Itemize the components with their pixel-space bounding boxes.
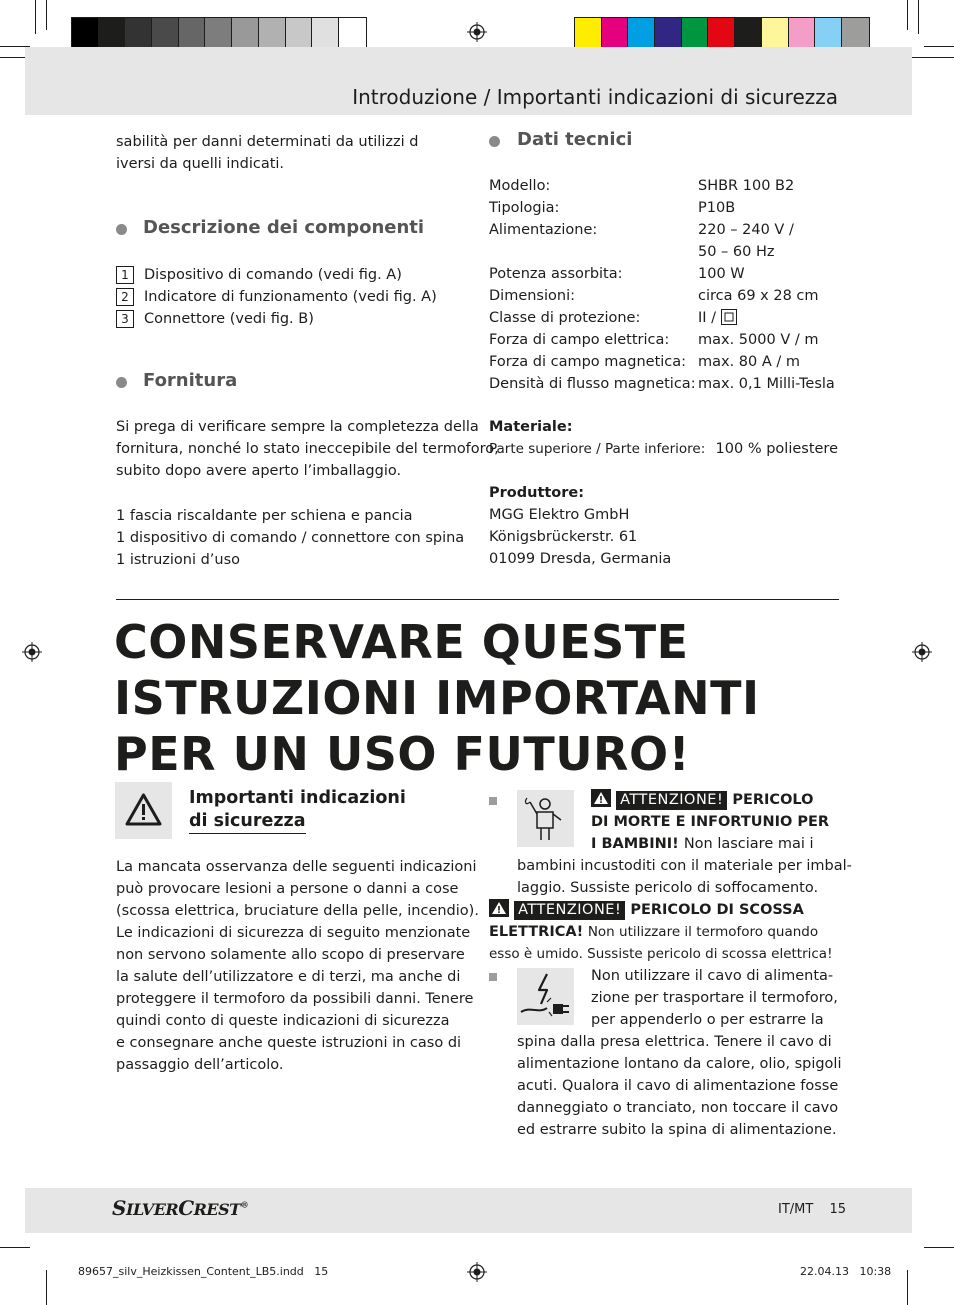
- list-item: 1 istruzioni d’uso: [116, 552, 241, 568]
- child-icon: [517, 790, 574, 847]
- spec-value: max. 5000 V / m: [698, 332, 819, 348]
- warning-text: ed estrarre subito la spina di alimentazione.: [517, 1122, 837, 1138]
- body-line: quindi conto di queste indicazioni di sicurezza: [116, 1013, 450, 1029]
- color-swatch: [72, 18, 99, 48]
- table-row: [489, 373, 835, 395]
- crop-mark: [35, 0, 36, 34]
- spec-label: Densità di flusso magnetica:: [489, 376, 696, 392]
- warning-icon-box: [115, 782, 172, 839]
- body-line: non servono solamente allo scopo di preservare: [116, 947, 465, 963]
- warning-title: PERICOLO: [732, 792, 814, 808]
- color-swatch: [312, 18, 339, 48]
- registration-mark-icon: [912, 642, 932, 662]
- color-swatch: [628, 18, 655, 48]
- color-swatch: [735, 18, 762, 48]
- warning-triangle-icon: [591, 789, 611, 807]
- spec-value: circa 69 x 28 cm: [698, 288, 819, 304]
- color-swatch: [682, 18, 709, 48]
- warning-text: zione per trasportare il termoforo,: [591, 990, 838, 1006]
- warning-text: bambini incustoditi con il materiale per imbal-: [517, 858, 852, 874]
- body-line: la salute dell’utilizzatore e di terzi, ma anche di: [116, 969, 461, 985]
- spec-value: P10B: [698, 200, 736, 216]
- warning-line: [591, 833, 841, 855]
- warning-title: I BAMBINI!: [591, 836, 679, 852]
- color-swatch: [339, 18, 366, 48]
- warning-text: spina dalla presa elettrica. Tenere il cavo di: [517, 1034, 832, 1050]
- crop-mark: [0, 1247, 30, 1248]
- keep-instructions-heading: [114, 614, 854, 782]
- spec-value: SHBR 100 B2: [698, 178, 795, 194]
- warning-text: danneggiato o tranciato, non toccare il cavo: [517, 1100, 839, 1116]
- section-bullet-icon: [116, 224, 127, 235]
- logo-text: ILVER: [125, 1200, 179, 1219]
- warning-triangle-icon: [115, 782, 172, 839]
- warning-line: [591, 789, 841, 811]
- material-value: 100 % poliestere: [715, 441, 838, 457]
- body-line: passaggio dell’articolo.: [116, 1057, 284, 1073]
- warning-child-text-cont: [517, 855, 852, 899]
- color-swatch: [575, 18, 602, 48]
- supply-heading: Fornitura: [143, 370, 238, 391]
- color-swatch: [205, 18, 232, 48]
- table-row: [489, 307, 835, 329]
- address-line: MGG Elektro GmbH: [489, 507, 630, 523]
- list-item: 1 fascia riscaldante per schiena e pancia: [116, 508, 413, 524]
- protection-class-ii-icon: [721, 309, 737, 325]
- warning-cable-text-cont: [517, 1031, 842, 1141]
- spec-label: Dimensioni:: [489, 288, 575, 304]
- component-label: Indicatore di funzionamento (vedi fig. A): [144, 289, 437, 305]
- spec-label: Modello:: [489, 178, 551, 194]
- warning-triangle-icon: [489, 899, 509, 917]
- crop-mark: [924, 46, 954, 47]
- tech-heading: Dati tecnici: [517, 129, 633, 150]
- warning-child-text: [591, 789, 841, 855]
- warning-title: ELETTRICA!: [489, 924, 584, 940]
- spec-label: [489, 241, 698, 263]
- warning-text: Non utilizzare il cavo di alimenta-: [591, 968, 834, 984]
- color-swatch: [842, 18, 869, 48]
- cable-warning-pictogram: [517, 968, 574, 1025]
- spec-label: Potenza assorbita:: [489, 266, 623, 282]
- warning-text: laggio. Sussiste pericolo di soffocamento.: [517, 880, 819, 896]
- intro-text: [116, 131, 418, 175]
- spec-value: max. 0,1 Milli-Tesla: [698, 376, 835, 392]
- body-line: e consegnare anche queste istruzioni in caso di: [116, 1035, 462, 1051]
- color-swatch: [179, 18, 206, 48]
- warning-text: esso è umido. Sussiste pericolo di scossa elettrica!: [489, 946, 833, 962]
- producer-address: [489, 504, 671, 570]
- color-swatch: [259, 18, 286, 48]
- logo-text: REST: [193, 1200, 241, 1219]
- crop-mark: [907, 1270, 908, 1305]
- table-row: [489, 175, 835, 197]
- supply-line: Si prega di verificare sempre la completezza della: [116, 419, 479, 435]
- table-row: [489, 241, 835, 263]
- component-number: 2: [116, 288, 134, 306]
- supply-line: fornitura, nonché lo stato ineccepibile del termoforo,: [116, 441, 499, 457]
- spec-label: Tipologia:: [489, 200, 560, 216]
- table-row: [489, 263, 835, 285]
- table-row: [489, 351, 835, 373]
- list-item: [116, 286, 456, 308]
- component-label: Connettore (vedi fig. B): [144, 311, 314, 327]
- heading-line: PER UN USO FUTURO!: [114, 727, 691, 781]
- warning-text: Non utilizzare il termoforo quando: [587, 924, 819, 940]
- grayscale-color-bar: [71, 17, 367, 49]
- material-label: Parte superiore / Parte inferiore:: [489, 441, 706, 457]
- component-label: Dispositivo di comando (vedi fig. A): [144, 267, 402, 283]
- warning-line: [489, 921, 833, 943]
- safety-body: [116, 856, 479, 1076]
- color-swatch: [286, 18, 313, 48]
- body-line: (scossa elettrica, bruciature della pelle, incendio).: [116, 903, 479, 919]
- table-row: [489, 285, 835, 307]
- producer-heading: Produttore:: [489, 485, 585, 501]
- page-title: Introduzione / Importanti indicazioni di sicurezza: [352, 85, 838, 109]
- color-swatch: [708, 18, 735, 48]
- language-code: IT/MT: [778, 1202, 814, 1217]
- attention-badge: ATTENZIONE!: [616, 791, 727, 810]
- supply-line: subito dopo avere aperto l’imballaggio.: [116, 463, 402, 479]
- warning-text: acuti. Qualora il cavo di alimentazione fosse: [517, 1078, 839, 1094]
- crop-mark: [909, 57, 954, 58]
- warning-text: Non lasciare mai i: [683, 836, 814, 852]
- spec-value: [698, 307, 737, 329]
- color-swatch: [152, 18, 179, 48]
- color-swatch: [762, 18, 789, 48]
- child-warning-pictogram: [517, 790, 574, 847]
- heading-line: ISTRUZIONI IMPORTANTI: [114, 671, 760, 725]
- crop-mark: [918, 0, 919, 34]
- spec-value: 100 W: [698, 266, 745, 282]
- spec-table: [489, 175, 835, 395]
- color-swatch: [789, 18, 816, 48]
- components-heading: Descrizione dei componenti: [143, 217, 425, 238]
- square-bullet-icon: [489, 797, 497, 805]
- components-list: [116, 264, 456, 330]
- registration-mark-icon: [467, 1262, 487, 1282]
- spec-value-text: II /: [698, 310, 721, 326]
- warning-text: per appenderlo o per estrarre la: [591, 1012, 824, 1028]
- color-swatch: [815, 18, 842, 48]
- material-row: [489, 438, 838, 460]
- section-bullet-icon: [116, 377, 127, 388]
- registration-mark-icon: [22, 642, 42, 662]
- process-color-bar: [574, 17, 870, 49]
- component-number: 3: [116, 310, 134, 328]
- table-row: [489, 219, 835, 241]
- spec-value: max. 80 A / m: [698, 354, 801, 370]
- cable-shock-icon: [517, 968, 574, 1025]
- material-heading: Materiale:: [489, 419, 573, 435]
- intro-line: sabilità per danni determinati da utilizzi d: [116, 134, 419, 150]
- logo-text: C: [178, 1196, 194, 1220]
- list-item: 1 dispositivo di comando / connettore con spina: [116, 530, 465, 546]
- supply-items: [116, 505, 464, 571]
- crop-mark: [924, 1247, 954, 1248]
- square-bullet-icon: [489, 973, 497, 981]
- slug-date: 22.04.13 10:38: [800, 1265, 892, 1278]
- body-line: può provocare lesioni a persone o danni a cose: [116, 881, 459, 897]
- registered-mark: ®: [240, 1199, 249, 1210]
- body-line: La mancata osservanza delle seguenti indicazioni: [116, 859, 477, 875]
- spec-label: Forza di campo elettrica:: [489, 332, 670, 348]
- table-row: [489, 197, 835, 219]
- spec-value: 220 – 240 V /: [698, 222, 794, 238]
- color-swatch: [99, 18, 126, 48]
- warning-line: [489, 899, 833, 921]
- warning-title: PERICOLO DI SCOSSA: [630, 902, 804, 918]
- warning-text: alimentazione lontano da calore, olio, spigoli: [517, 1056, 842, 1072]
- safety-heading: [189, 787, 406, 834]
- spec-label: Forza di campo magnetica:: [489, 354, 687, 370]
- safety-heading-line: Importanti indicazioni: [189, 788, 406, 808]
- spec-label: Classe di protezione:: [489, 310, 641, 326]
- slug-filename: 89657_silv_Heizkissen_Content_LB5.indd 15: [78, 1265, 329, 1278]
- divider: [116, 599, 839, 600]
- page-number: 15: [829, 1202, 846, 1217]
- crop-mark: [46, 0, 47, 30]
- section-bullet-icon: [489, 136, 500, 147]
- address-line: 01099 Dresda, Germania: [489, 551, 672, 567]
- body-line: Le indicazioni di sicurezza di seguito menzionate: [116, 925, 471, 941]
- heading-line: CONSERVARE QUESTE: [114, 615, 689, 669]
- color-swatch: [602, 18, 629, 48]
- color-swatch: [232, 18, 259, 48]
- address-line: Königsbrückerstr. 61: [489, 529, 638, 545]
- list-item: [116, 264, 456, 286]
- crop-mark: [46, 1270, 47, 1305]
- spec-label: Alimentazione:: [489, 222, 598, 238]
- color-swatch: [655, 18, 682, 48]
- page-number-block: [778, 1202, 846, 1217]
- warning-title: DI MORTE E INFORTUNIO PER: [591, 814, 830, 830]
- intro-line: iversi da quelli indicati.: [116, 156, 285, 172]
- registration-mark-icon: [467, 22, 487, 42]
- warning-cable-text: [591, 965, 838, 1031]
- crop-mark: [907, 0, 908, 30]
- body-line: proteggere il termoforo da possibili danni. Tenere: [116, 991, 474, 1007]
- warning-shock-text: [489, 899, 833, 965]
- supply-text: [116, 416, 499, 482]
- list-item: [116, 308, 456, 330]
- attention-badge: ATTENZIONE!: [514, 901, 625, 920]
- color-swatch: [125, 18, 152, 48]
- silvercrest-logo: [112, 1196, 248, 1220]
- spec-value: 50 – 60 Hz: [698, 244, 775, 260]
- logo-text: S: [112, 1196, 126, 1220]
- component-number: 1: [116, 266, 134, 284]
- safety-heading-line: di sicurezza: [189, 810, 306, 834]
- table-row: [489, 329, 835, 351]
